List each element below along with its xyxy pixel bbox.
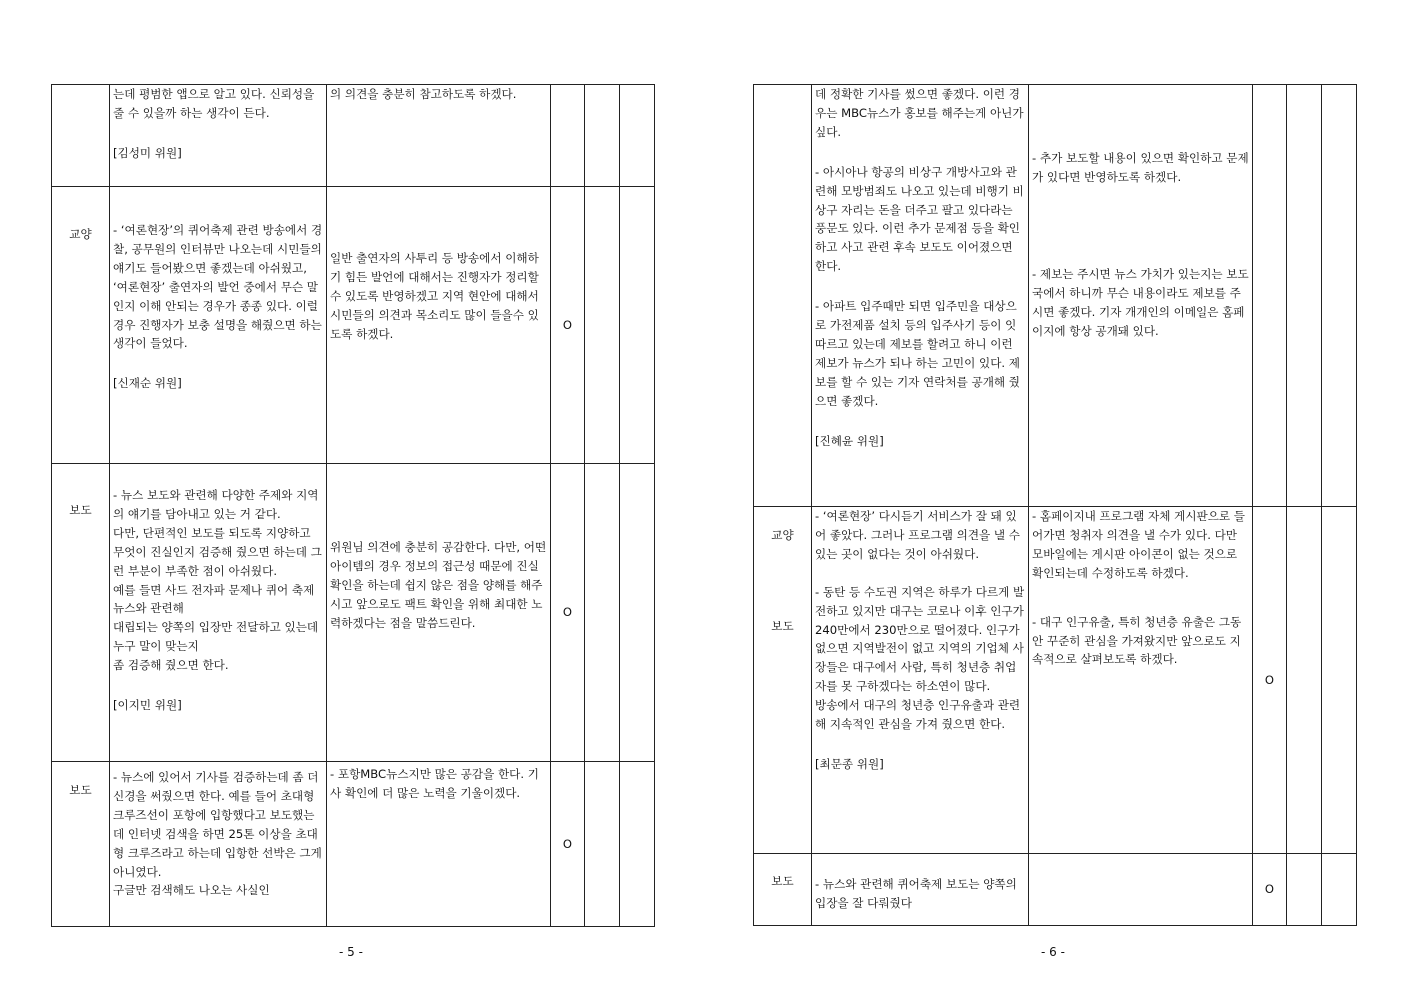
table-row: [754, 854, 1357, 926]
mark-cell-empty: [620, 85, 655, 187]
mark-cell-empty: [585, 85, 620, 187]
mark-cell: [1253, 85, 1287, 507]
category-cell: [754, 85, 812, 507]
member-name: [최문종 위원]: [815, 756, 884, 771]
opinion-text: 는데 평범한 앱으로 알고 있다. 신뢰성을 줄 수 있을까 하는 생각이 든다.: [113, 87, 315, 120]
category-label: 보도: [771, 618, 794, 633]
mark-cell-empty: [1322, 85, 1357, 507]
opinion-cell: [110, 187, 327, 464]
opinion-text: 데 정확한 기사를 썼으면 좋겠다. 이런 경우는 MBC뉴스가 홍보를 해주는게 아닌가 싶다.: [815, 87, 1024, 139]
mark-cell: O: [1253, 854, 1287, 926]
mark-cell-empty: [1322, 854, 1357, 926]
opinion-cell: [812, 85, 1029, 507]
response-cell: [1029, 507, 1253, 854]
table-row: [52, 464, 655, 762]
page-number: - 5 -: [339, 945, 363, 959]
response-text: 일반 출연자의 사투리 등 방송에서 이해하기 힘든 발언에 대해서는 진행자가 정리할 수 있도록 반영하겠고 지역 현안에 대해서 시민들의 의견과 목소리도 많이 들을수 있도록 하겠다.: [330, 251, 539, 341]
category-cell: [52, 187, 110, 464]
category-label: 보도: [771, 874, 794, 888]
opinion-text: - 뉴스 보도와 관련해 다양한 주제와 지역의 얘기를 담아내고 있는 거 같다. 다만, 단편적인 보도를 되도록 지양하고 무엇이 진실인지 검증해 줬으면 하는데 그런 부분이 부족한 점이 아쉬웠다. 예를 들면 사드 전자파 문제나 퀴어 축제 뉴스와 관련해 대립되는 양쪽의 입장만 전달하고 있는데 누구 말이 맞는지 좀 검증해 줬으면 한다.: [113, 488, 322, 673]
table-row: [754, 507, 1357, 854]
category-cell: [52, 85, 110, 187]
mark-cell-empty: [620, 762, 655, 927]
opinion-text: - ‘여론현장’ 다시듣기 서비스가 잘 돼 있어 좋았다. 그러나 프로그램 의견을 낼 수 있는 곳이 없다는 것이 아쉬웠다.: [815, 509, 1020, 561]
mark-cell: [551, 85, 585, 187]
table-row: [52, 187, 655, 464]
response-text: - 제보는 주시면 뉴스 가치가 있는지는 보도국에서 하니까 무슨 내용이라도 제보를 주시면 좋겠다. 기자 개개인의 이메일은 홈페이지에 항상 공개돼 있다.: [1032, 266, 1249, 338]
member-name: [이지민 위원]: [113, 698, 182, 713]
response-cell: [1029, 85, 1253, 507]
member-name: [신재순 위원]: [113, 376, 182, 391]
opinion-cell: [110, 762, 327, 927]
category-cell: [52, 762, 110, 927]
response-text: - 대구 인구유출, 특히 청년층 유출은 그동안 꾸준히 관심을 가져왔지만 앞으로도 지속적으로 살펴보도록 하겠다.: [1032, 614, 1242, 667]
member-name: [김성미 위원]: [113, 145, 182, 160]
response-text: - 포항MBC뉴스지만 많은 공감을 한다. 기사 확인에 더 많은 노력을 기울이겠다.: [330, 767, 539, 800]
mark-cell-empty: [620, 187, 655, 464]
mark-cell: O: [551, 464, 585, 762]
mark-cell-empty: [1322, 507, 1357, 854]
response-cell: [327, 464, 551, 762]
category-label: 교양: [69, 227, 92, 241]
category-label: 보도: [69, 783, 92, 797]
opinion-text: - 아파트 입주때만 되면 입주민을 대상으로 가전제품 설치 등의 입주사기 등이 잇따르고 있는데 제보를 할려고 하니 이런 제보가 뉴스가 되나 하는 고민이 있다. 제보를 할 수 있는 기자 연락처를 공개해 줬으면 좋겠다.: [815, 299, 1020, 408]
mark-cell: O: [1253, 507, 1287, 854]
mark-cell-empty: [585, 464, 620, 762]
mark-cell-empty: [585, 762, 620, 927]
mark-cell-empty: [585, 187, 620, 464]
response-text: - 추가 보도할 내용이 있으면 확인하고 문제가 있다면 반영하도록 하겠다.: [1032, 151, 1249, 184]
page-number: - 6 -: [1041, 945, 1065, 959]
table-row: [52, 762, 655, 927]
opinion-text: - 동탄 등 수도권 지역은 하루가 다르게 발전하고 있지만 대구는 코로나 이후 인구가 240만에서 230만으로 떨어졌다. 인구가 없으면 지역발전이 없고 지역의 기업체 사장들은 대구에서 사람, 특히 청년층 취업자를 못 구하겠다는 하소연이 많다. 방송에서 대구의 청년층 인구유출과 관련해 지속적인 관심을 가져 줬으면 한다.: [815, 584, 1025, 732]
opinion-text: - 뉴스에 있어서 기사를 검증하는데 좀 더 신경을 써줬으면 한다. 예를 들어 초대형 크루즈선이 포항에 입항했다고 보도했는데 인터넷 검색을 하면 25톤 이상을 초대형 크루즈라고 하는데 입항한 선박은 그게 아니였다. 구글만 검색해도 나오는 사실인: [113, 770, 322, 898]
response-text: - 홈페이지내 프로그램 자체 게시판으로 들어가면 청취자 의견을 낼 수가 있다. 다만 모바일에는 게시판 아이콘이 없는 것으로 확인되는데 수정하도록 하겠다.: [1032, 509, 1246, 580]
mark-cell: O: [551, 187, 585, 464]
review-table-page-5: [51, 84, 655, 927]
response-cell: [327, 85, 551, 187]
response-cell: [327, 762, 551, 927]
mark-cell-empty: [1287, 854, 1322, 926]
category-cell: [52, 464, 110, 762]
opinion-text: - ‘여론현장’의 퀴어축제 관련 방송에서 경찰, 공무원의 인터뷰만 나오는데 시민들의 얘기도 들어봤으면 좋겠는데 아쉬웠고, ‘여론현장’ 출연자의 발언 중에서 무슨 말인지 이해 안되는 경우가 종종 있다. 이럴 경우 진행자가 보충 설명을 해줬으면 하는 생각이 들었다.: [113, 223, 323, 351]
opinion-cell: [812, 854, 1029, 926]
response-cell: [1029, 854, 1253, 926]
opinion-cell: [110, 85, 327, 187]
opinion-cell: [812, 507, 1029, 854]
table-row: [754, 85, 1357, 507]
opinion-cell: [110, 464, 327, 762]
category-label: 보도: [69, 503, 92, 517]
table-row: [52, 85, 655, 187]
mark-cell-empty: [620, 464, 655, 762]
member-name: [진혜윤 위원]: [815, 433, 884, 448]
response-text: 위원님 의견에 충분히 공감한다. 다만, 어떤 아이템의 경우 정보의 접근성 때문에 진실 확인을 하는데 쉽지 않은 점을 양해를 해주시고 앞으로도 팩트 확인을 위해 최대한 노력하겠다는 점을 말씀드린다.: [330, 540, 547, 630]
opinion-text: - 아시아나 항공의 비상구 개방사고와 관련해 모방범죄도 나오고 있는데 비행기 비상구 자리는 돈을 더주고 팔고 있다라는 풍문도 있다. 이런 추가 문제점 등을 확인하고 사고 관련 후속 보도도 이어졌으면 한다.: [815, 164, 1024, 274]
response-text: 의 의견을 충분히 참고하도록 하겠다.: [330, 87, 517, 101]
opinion-text: - 뉴스와 관련해 퀴어축제 보도는 양쪽의 입장을 잘 다뤄줬다: [815, 877, 1017, 910]
mark-cell-empty: [1287, 507, 1322, 854]
response-cell: [327, 187, 551, 464]
category-cell: [754, 507, 812, 854]
category-label: 교양: [771, 528, 794, 542]
review-table-page-6: [753, 84, 1357, 926]
category-cell: [754, 854, 812, 926]
mark-cell: O: [551, 762, 585, 927]
mark-cell-empty: [1287, 85, 1322, 507]
